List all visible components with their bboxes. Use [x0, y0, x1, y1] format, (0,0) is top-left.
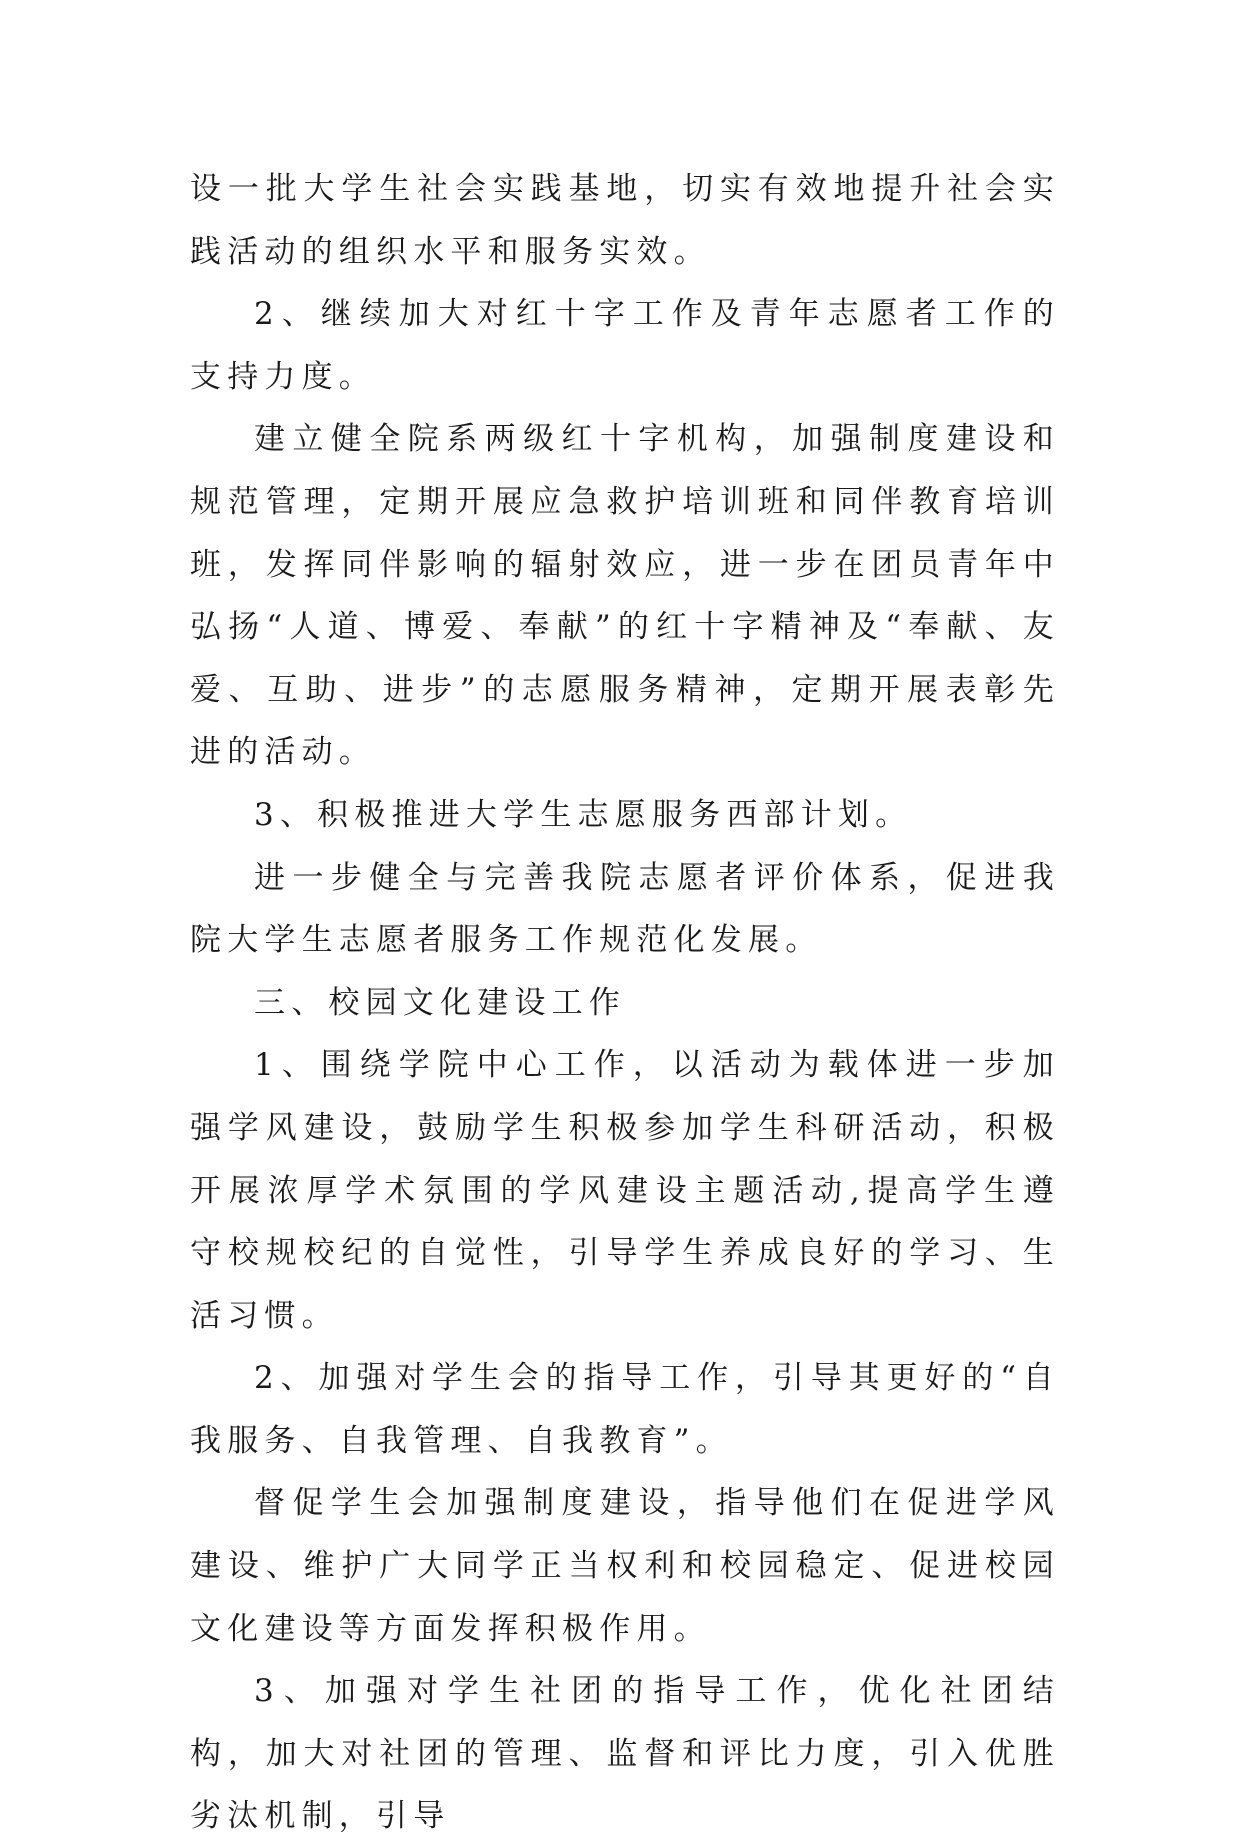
document-body	[190, 158, 1060, 1848]
paragraph: 建立健全院系两级红十字机构，加强制度建设和规范管理，定期开展应急救护培训班和同伴教育培训班，发挥同伴影响的辐射效应，进一步在团员青年中弘扬“人道、博爱、奉献”的红十字精神及“奉献、友爱、互助、进步”的志愿服务精神，定期开展表彰先进的活动。	[190, 421, 1060, 771]
paragraph: 3、积极推进大学生志愿服务西部计划。	[254, 796, 913, 833]
paragraph: 进一步健全与完善我院志愿者评价体系，促进我院大学生志愿者服务工作规范化发展。	[190, 859, 1060, 959]
paragraph: 督促学生会加强制度建设，指导他们在促进学风建设、维护广大同学正当权利和校园稳定、促进校园文化建设等方面发挥积极作用。	[190, 1485, 1060, 1647]
paragraph: 2、加强对学生会的指导工作，引导其更好的“自我服务、自我管理、自我教育”。	[190, 1360, 1060, 1459]
section-heading: 三、校园文化建设工作	[254, 984, 626, 1021]
paragraph: 设一批大学生社会实践基地，切实有效地提升社会实践活动的组织水平和服务实效。	[190, 171, 1060, 270]
paragraph: 2、继续加大对红十字工作及青年志愿者工作的支持力度。	[190, 296, 1060, 395]
paragraph: 3、加强对学生社团的指导工作，优化社团结构，加大对社团的管理、监督和评比力度，引入优胜劣汰机制，引导	[190, 1673, 1060, 1835]
paragraph: 1、围绕学院中心工作，以活动为载体进一步加强学风建设，鼓励学生积极参加学生科研活动，积极开展浓厚学术氛围的学风建设主题活动,提高学生遵守校规校纪的自觉性，引导学生养成良好的学习、生活习惯。	[190, 1047, 1060, 1334]
